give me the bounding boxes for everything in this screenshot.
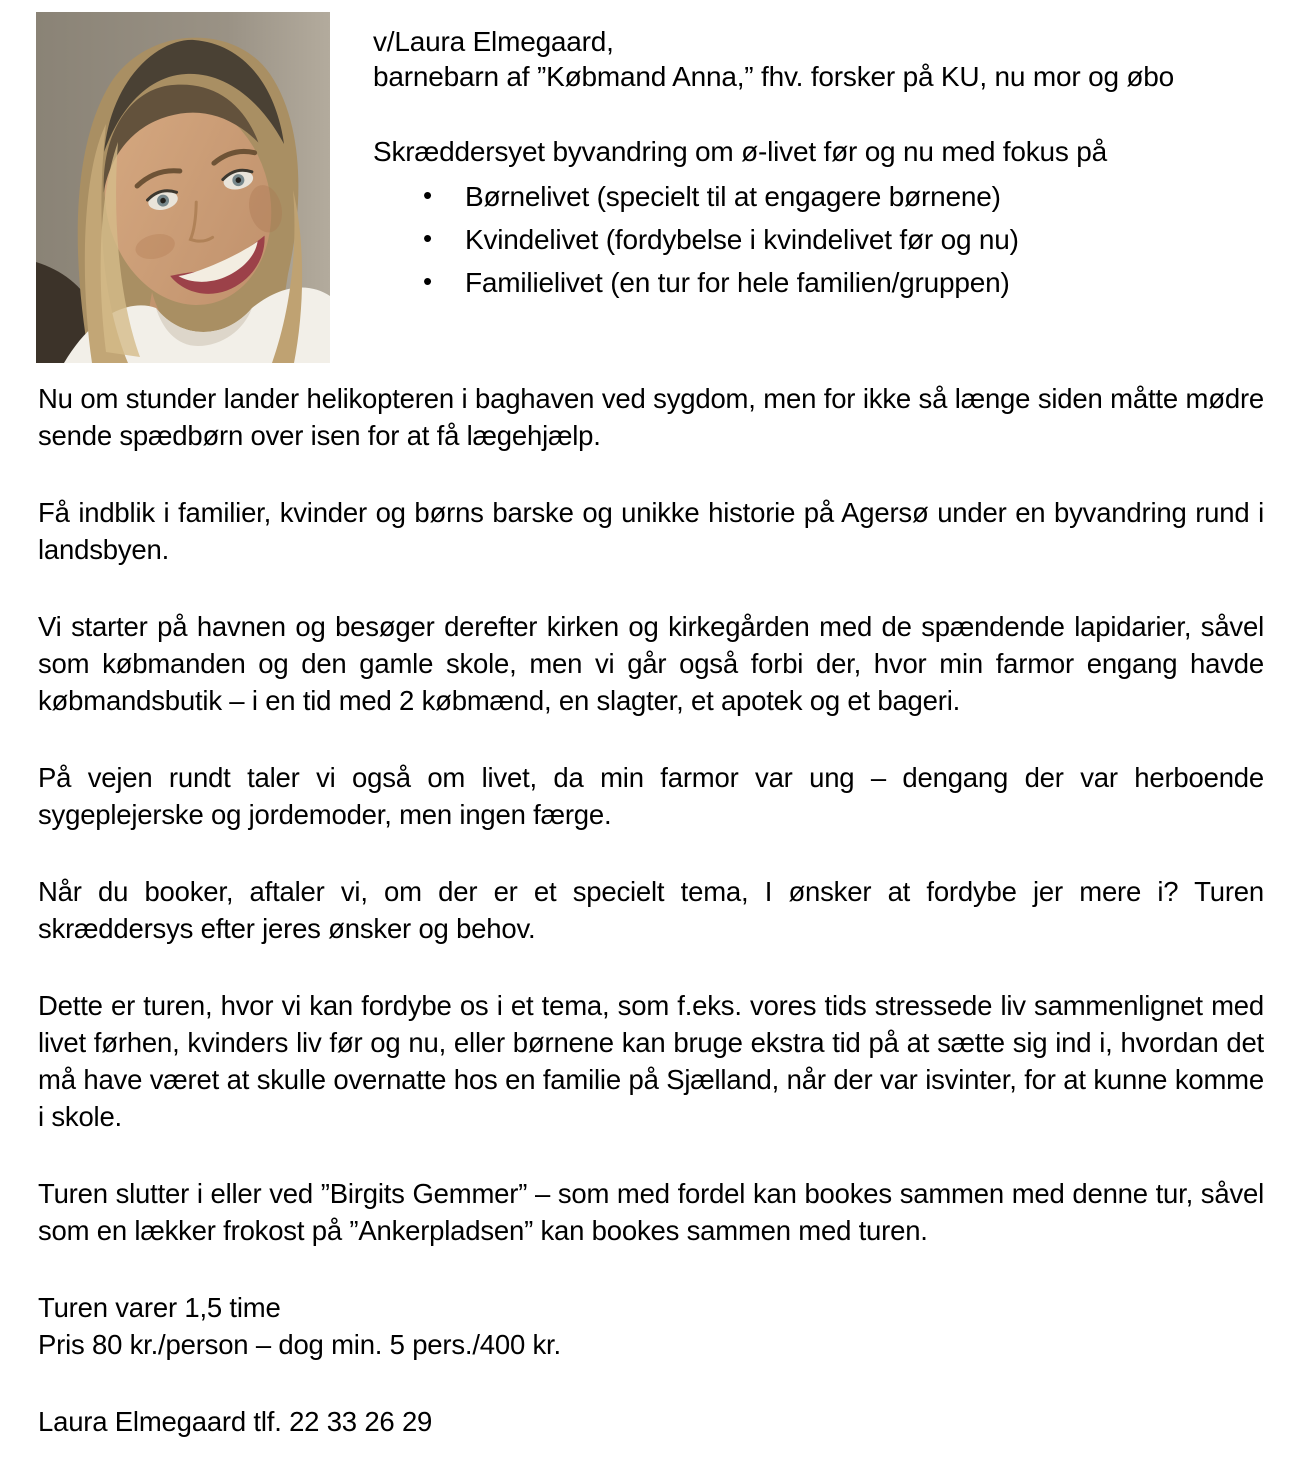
tour-intro: Skræddersyet byvandring om ø-livet før og nu med fokus på <box>373 136 1108 167</box>
tour-details <box>38 1289 1264 1363</box>
body-paragraph: Turen slutter i eller ved ”Birgits Gemmer” – som med fordel kan bookes sammen med denne tur, såvel som en lækker frokost på ”Ankerpladsen” kan bookes sammen med turen. <box>38 1178 1264 1246</box>
duration-line: Turen varer 1,5 time <box>38 1292 281 1323</box>
bullet-icon: • <box>423 266 432 296</box>
portrait-photo <box>36 12 330 363</box>
header-block <box>373 12 1174 304</box>
tour-focus-label: Børnelivet (specielt til at engagere børnene) <box>465 181 1001 212</box>
tour-focus-label: Kvindelivet (fordybelse i kvindelivet før og nu) <box>465 224 1019 255</box>
price-line: Pris 80 kr./person – dog min. 5 pers./400 kr. <box>38 1329 561 1360</box>
body-paragraph: På vejen rundt taler vi også om livet, da min farmor var ung – dengang der var herboende sygeplejerske og jordemoder, men ingen færge. <box>38 762 1264 830</box>
portrait-illustration <box>36 12 330 363</box>
tour-focus-label: Familielivet (en tur for hele familien/gruppen) <box>465 267 1010 298</box>
bullet-icon: • <box>423 180 432 210</box>
body-paragraph: Dette er turen, hvor vi kan fordybe os i et tema, som f.eks. vores tids stressede liv sammenlignet med livet førhen, kvinders liv før og nu, eller børnene kan bruge ekstra tid på at sætte sig ind i, hvordan det må have været at skulle overnatte hos en familie på Sjælland, når der var isvinter, for at kunne komme i skole. <box>38 990 1264 1132</box>
body-paragraph: Vi starter på havnen og besøger derefter kirken og kirkegården med de spændende lapidarier, såvel som købmanden og den gamle skole, men vi går også forbi der, hvor min farmor engang havde købmandsbutik – i en tid med 2 købmænd, en slagter, et apotek og et bageri. <box>38 611 1264 716</box>
bullet-icon: • <box>423 223 432 253</box>
byline-description: barnebarn af ”Købmand Anna,” fhv. forsker på KU, nu mor og øbo <box>373 61 1175 92</box>
body-paragraph: Nu om stunder lander helikopteren i baghaven ved sygdom, men for ikke så længe siden måtte mødre sende spædbørn over isen for at få lægehjælp. <box>38 383 1264 451</box>
tour-focus-item <box>373 261 1174 304</box>
body-paragraph: Når du booker, aftaler vi, om der er et specielt tema, I ønsker at fordybe jer mere i? Turen skræddersys efter jeres ønsker og behov. <box>38 876 1264 944</box>
tour-focus-list <box>373 175 1174 304</box>
byline-name: v/Laura Elmegaard, <box>373 26 614 57</box>
body-paragraph: Få indblik i familier, kvinder og børns barske og unikke historie på Agersø under en byvandring rund i landsbyen. <box>38 497 1264 565</box>
document-body <box>38 380 1264 1440</box>
tour-focus-item <box>373 218 1174 261</box>
contact-line: Laura Elmegaard tlf. 22 33 26 29 <box>38 1406 433 1437</box>
byline <box>373 24 1174 94</box>
tour-focus-item <box>373 175 1174 218</box>
top-section <box>0 0 1312 363</box>
